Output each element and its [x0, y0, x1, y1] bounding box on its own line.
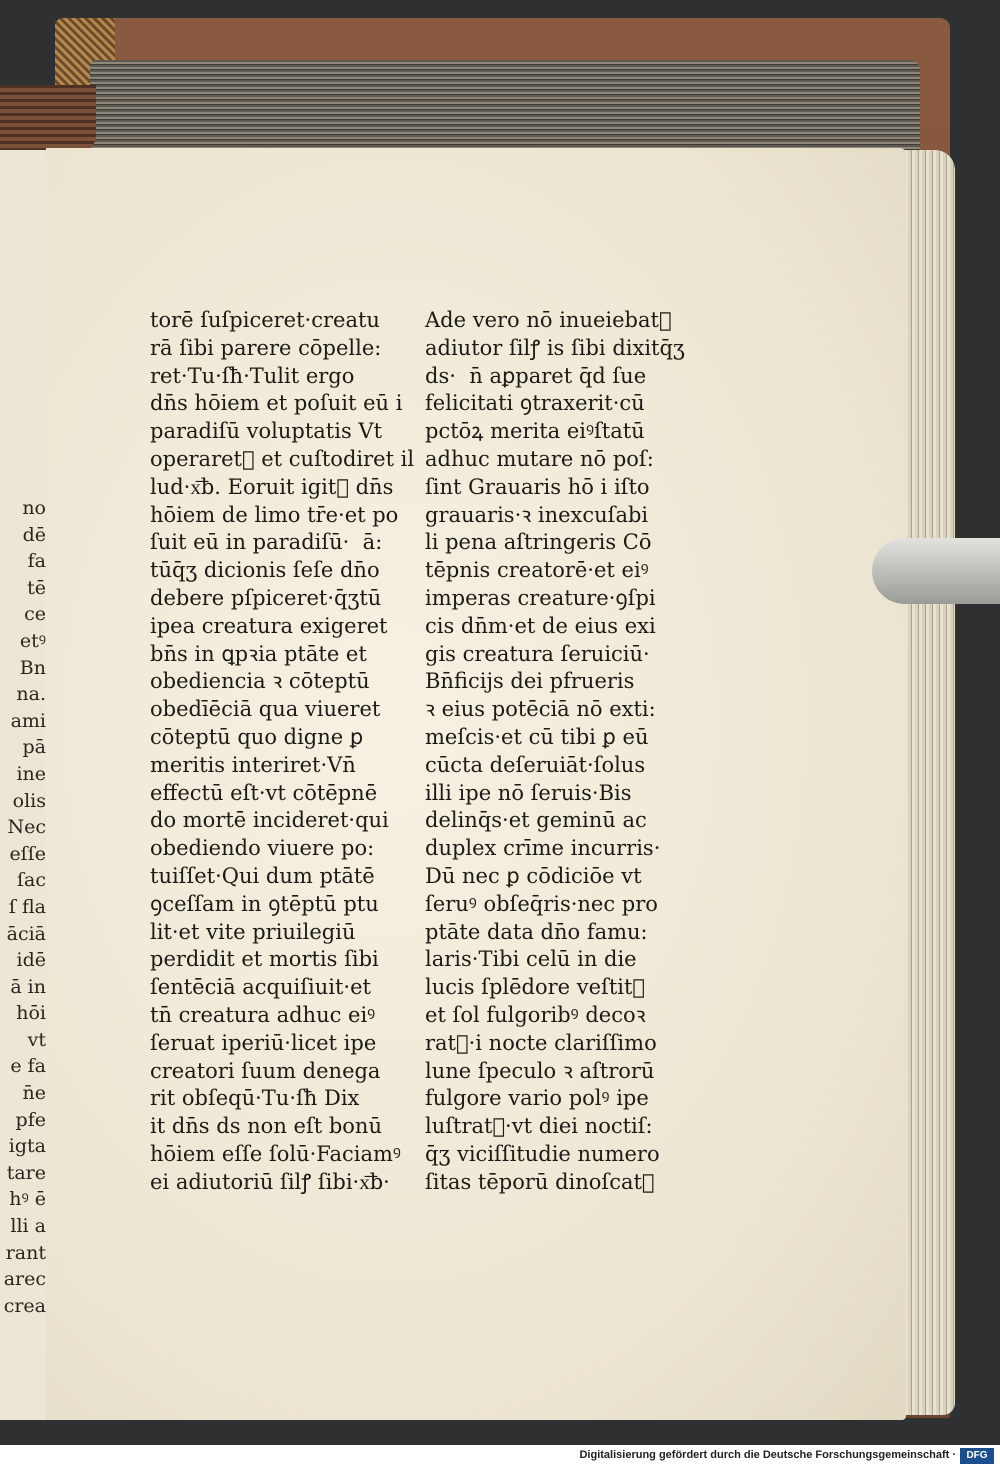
- text-line: Bn̄ficijs dei pfrueris: [425, 669, 635, 694]
- left-page-edge: [0, 150, 50, 1420]
- text-line: rit obſeqū·Tu·ſħ Dix: [150, 1086, 360, 1111]
- text-line: bn̄s in ꝗpꝛia ptāte et: [150, 641, 367, 666]
- text-line: adhuc mutare nō poſ:: [425, 446, 654, 471]
- text-line: ſint Grauaris hō i iſto: [425, 474, 650, 499]
- text-line: hōiem de limo tr̄e·et po: [150, 502, 399, 527]
- text-line: rat᷑·i nocte clariſſimo: [425, 1030, 657, 1055]
- dfg-logo: DFG: [960, 1448, 994, 1464]
- text-line: obedīēciā qua viueret: [150, 697, 381, 722]
- text-line: pctōꝝ merita eiꝰſtatū: [425, 419, 645, 444]
- text-line: do mortē incideret·qui: [150, 808, 389, 833]
- text-line: Ade vero nō inueiebat᷑: [425, 308, 672, 332]
- text-line: lune ſpeculo ꝛ aſtrorū: [425, 1058, 655, 1083]
- text-line: grauaris·ꝛ inexcuſabi: [425, 502, 649, 527]
- text-line: obediencia ꝛ cōteptū: [150, 669, 370, 694]
- text-line: lud·x͞b. Eoruit igit᷑ dn̄s: [150, 474, 394, 499]
- text-line: lucis ſplēdore veſtit᷑: [425, 975, 646, 1000]
- text-line: operaret᷑ et cuſtodiret il: [150, 446, 415, 471]
- text-line: ſuit eū in paradiſū· ā:: [150, 530, 383, 555]
- text-line: rā ſibi parere cōpelle:: [150, 335, 382, 360]
- text-line: meritis interiret·Vn̄: [150, 752, 356, 777]
- text-line: hōiem eſſe ſolū·Faciamꝰ: [150, 1141, 401, 1166]
- text-line: ꝛ eius potēciā nō exti:: [425, 697, 656, 722]
- text-line: fulgore vario polꝰ ipe: [425, 1086, 649, 1111]
- text-line: imperas creature·ꝯſpi: [425, 585, 656, 610]
- text-line: ſitas tēporū dinoſcat᷑: [425, 1169, 655, 1194]
- text-line: paradiſū voluptatis Vt: [150, 419, 383, 444]
- text-line: debere pſpiceret·q̄ʒtū: [150, 585, 382, 610]
- text-line: gis creatura ſeruiciū·: [425, 641, 650, 666]
- text-line: torē ſuſpiceret·creatu: [150, 308, 380, 332]
- text-line: delinq̄s·et geminū ac: [425, 808, 647, 833]
- text-line: illi ipe nō ſeruis·Bis: [425, 780, 632, 805]
- text-line: tn̄ creatura adhuc eiꝰ: [150, 1002, 376, 1027]
- text-line: tēpnis creatorē·et eiꝰ: [425, 558, 649, 583]
- text-line: adiutor ſilꝭ is ſibi dixitq̄ʒ: [425, 335, 685, 360]
- text-line: ſeruat iperiū·licet ipe: [150, 1030, 377, 1055]
- text-line: cōteptū quo digne ꝑ: [150, 724, 364, 749]
- text-line: luſtrat᷑·vt diei noctiſ:: [425, 1114, 653, 1139]
- text-line: ſeruꝰ obſeq̄ris·nec pro: [425, 891, 658, 916]
- text-line: ei adiutoriū ſilꝭ ſibi·x͞b·: [150, 1169, 390, 1194]
- text-line: dn̄s hōiem et poſuit eū i: [150, 391, 403, 416]
- text-line: ds· n̄ aꝑparet q̄d ſue: [425, 363, 647, 388]
- text-line: cūcta deſeruiāt·ſolus: [425, 752, 646, 777]
- text-line: perdidit et mortis ſibi: [150, 947, 379, 972]
- text-line: creatori ſuum denega: [150, 1058, 381, 1083]
- text-line: cis dn̄m·et de eius exi: [425, 613, 656, 638]
- text-column-right: [425, 307, 685, 1197]
- text-line: tūq̄ʒ dicionis ſeſe dn̄o: [150, 558, 380, 583]
- left-page-text-fragments: no dē fa tē ce etꝰ Bn na. ami pā ine olis Nec eſſe ſac ſ fla āciā idē ā in hōi vt e fa n̄e pfe igta tare hꝰ ē lli a rant arec crea: [3, 497, 46, 1317]
- text-line: it dn̄s ds non eſt bonū: [150, 1114, 382, 1139]
- text-line: ret·Tu·ſħ·Tulit ergo: [150, 363, 355, 388]
- spine-left: [0, 85, 96, 155]
- text-line: lit·et vite priuilegiū: [150, 919, 356, 944]
- text-line: ipea creatura exigeret: [150, 613, 388, 638]
- funding-credit: Digitalisierung gefördert durch die Deutsche Forschungsgemeinschaft ·: [579, 1449, 956, 1461]
- text-line: felicitati ꝯtraxerit·cū: [425, 391, 645, 416]
- text-line: ptāte data dn̄o famu:: [425, 919, 648, 944]
- text-line: ſentēciā acquiſiuit·et: [150, 975, 371, 1000]
- text-line: tuiſſet·Qui dum ptātē: [150, 863, 375, 888]
- text-line: obediendo viuere po:: [150, 836, 375, 861]
- text-line: duplex crīme incurris·: [425, 836, 661, 861]
- page-block-top-edge: [90, 60, 920, 160]
- text-line: Dū nec ꝑ cōdiciōe vt: [425, 863, 642, 888]
- text-line: li pena aſtringeris Cō: [425, 530, 652, 555]
- text-line: laris·Tibi celū in die: [425, 947, 637, 972]
- text-line: effectū eſt·vt cōtēpnē: [150, 780, 378, 805]
- text-column-left: [150, 307, 414, 1197]
- bookmark-tab: [872, 538, 1000, 604]
- text-line: q̄ʒ viciſſitudie numero: [425, 1141, 660, 1166]
- text-line: et ſol fulgoribꝰ decoꝛ: [425, 1002, 646, 1027]
- text-line: ꝯceſſam in ꝯtēptū ptu: [150, 891, 379, 916]
- text-line: meſcis·et cū tibi ꝑ eū: [425, 724, 649, 749]
- footer-bar: [0, 1445, 1000, 1469]
